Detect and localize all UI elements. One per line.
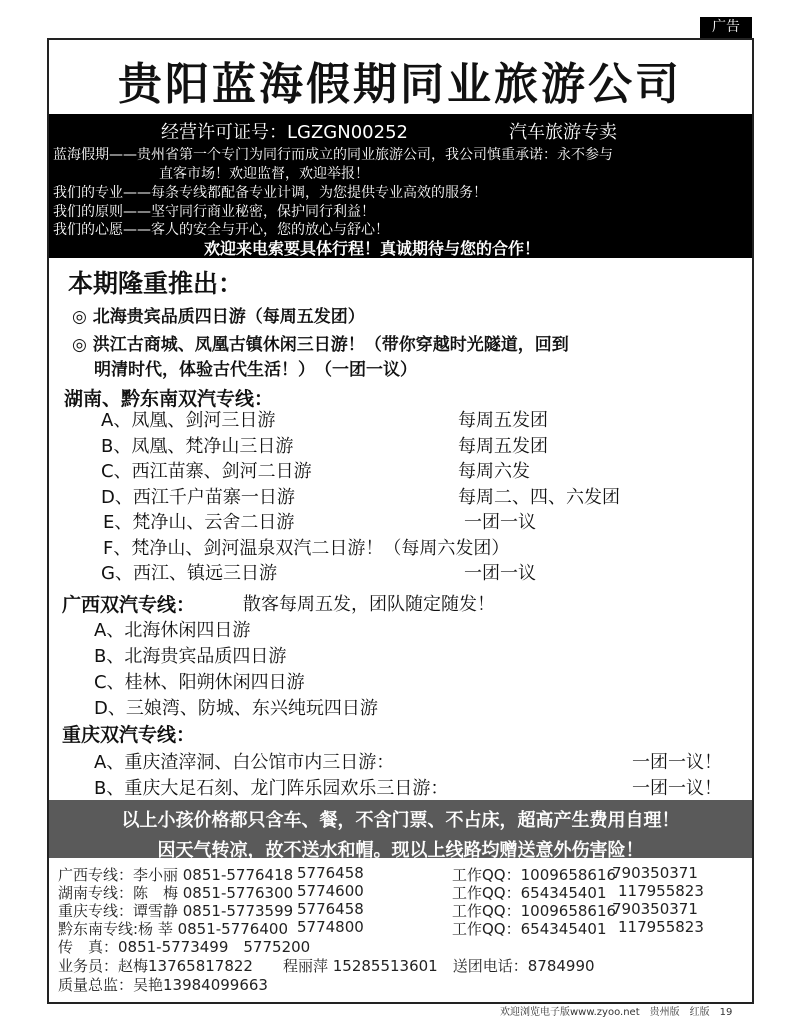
welcome-line: 欢迎来电索要具体行程！真诚期待与您的合作！: [204, 239, 541, 258]
featured-item: ◎ 洪江古商城、凤凰古镇休闲三日游！（带你穿越时光隧道，回到: [72, 335, 569, 355]
intro-line: 我们的专业——每条专线都配备专业计调，为您提供专业高效的服务！: [53, 185, 487, 201]
intro-line: 我们的心愿——客人的安全与开心，您的放心与舒心！: [53, 222, 389, 238]
chongqing-heading: 重庆双汽专线：: [62, 724, 196, 746]
route-name: A、北海休闲四日游: [94, 620, 251, 641]
notice-line: 以上小孩价格都只含车、餐，不含门票、不占床，超高产生费用自理！: [121, 810, 680, 831]
route-name: B、北海贵宾品质四日游: [94, 646, 287, 667]
notice-band: [49, 800, 752, 861]
contact-field: 工作QQ：1009658616: [452, 866, 617, 884]
route-name: D、三娘湾、防城、东兴纯玩四日游: [94, 698, 378, 719]
route-name: A、凤凰、剑河三日游: [101, 410, 276, 431]
notice-line: 因天气转凉，故不送水和帽。现以上线路均赠送意外伤害险！: [157, 840, 644, 861]
route-name: C、桂林、阳朔休闲四日游: [94, 672, 305, 693]
specialty: 汽车旅游专卖: [509, 122, 617, 143]
featured-item: ◎ 北海贵宾品质四日游（每周五发团）: [72, 307, 365, 327]
route-name: E、梵净山、云舍二日游: [103, 512, 295, 533]
featured-heading: 本期隆重推出：: [68, 269, 244, 298]
company-title: 贵阳蓝海假期同业旅游公司: [118, 59, 682, 110]
route-schedule: 每周六发: [458, 461, 530, 482]
route-name: F、梵净山、剑河温泉双汽二日游！（每周六发团）: [103, 537, 510, 559]
contact-field: 117955823: [618, 918, 704, 936]
guangxi-heading: 广西双汽专线：: [62, 594, 196, 616]
route-name: B、重庆大足石刻、龙门阵乐园欢乐三日游：: [94, 778, 449, 799]
route-name: G、西江、镇远三日游: [101, 563, 277, 584]
contact-field: 工作QQ：654345401: [452, 920, 607, 938]
featured-item: 明清时代，体验古代生活！） （一团一议）: [94, 360, 417, 380]
contact-field: 广西专线：李小丽 0851-5776418: [58, 866, 294, 884]
route-schedule: 每周五发团: [458, 435, 548, 457]
intro-line: 蓝海假期——贵州省第一个专门为同行而成立的同业旅游公司，我公司慎重承诺：永不参与: [53, 147, 613, 163]
contact-field: 重庆专线：谭雪静 0851-5773599: [58, 902, 294, 920]
contact-field: 工作QQ：1009658616: [452, 902, 617, 920]
route-schedule: 每周五发团: [458, 410, 548, 431]
route-schedule: 一团一议: [464, 563, 536, 584]
route-schedule: 每周二、四、六发团: [458, 486, 620, 508]
sales-contacts: 业务员：赵梅13765817822 程丽萍 15285513601 送团电话：8784990: [58, 957, 595, 975]
contact-field: 5776458: [297, 864, 364, 882]
guangxi-note: 散客每周五发，团队随定随发！: [243, 594, 495, 615]
license-number: 经营许可证号：LGZGN00252: [161, 122, 408, 143]
ad-tag: 广告: [700, 17, 752, 38]
route-schedule: 一团一议: [464, 512, 536, 533]
route-schedule: 一团一议！: [632, 778, 722, 799]
contact-field: 790350371: [612, 864, 698, 882]
contact-field: 5776458: [297, 900, 364, 918]
contact-field: 5774800: [297, 918, 364, 936]
intro-band: [49, 114, 752, 258]
contact-field: 湖南专线：陈 梅 0851-5776300: [58, 884, 294, 902]
contact-field: 790350371: [612, 900, 698, 918]
footer-text: 欢迎浏览电子版www.zyoo.net 贵州版 红版 19: [500, 1007, 733, 1018]
route-name: D、西江千户苗寨一日游: [101, 486, 295, 508]
intro-line: 我们的原则——坚守同行商业秘密，保护同行利益！: [53, 204, 375, 220]
contact-field: 117955823: [618, 882, 704, 900]
route-schedule: 一团一议！: [632, 752, 722, 773]
fax: 传 真：0851-5773499 5775200: [58, 938, 311, 956]
quality-director: 质量总监：吴艳13984099663: [58, 976, 268, 994]
intro-line: 直客市场！欢迎监督，欢迎举报！: [159, 166, 369, 182]
contact-field: 黔东南专线:杨 莘 0851-5776400: [58, 920, 288, 938]
hunan-heading: 湖南、黔东南双汽专线：: [64, 388, 274, 410]
contact-field: 工作QQ：654345401: [452, 884, 607, 902]
route-name: A、重庆渣滓洞、白公馆市内三日游：: [94, 752, 395, 773]
route-name: B、凤凰、梵净山三日游: [101, 435, 294, 457]
route-name: C、西江苗寨、剑河二日游: [101, 461, 312, 482]
contact-field: 5774600: [297, 882, 364, 900]
